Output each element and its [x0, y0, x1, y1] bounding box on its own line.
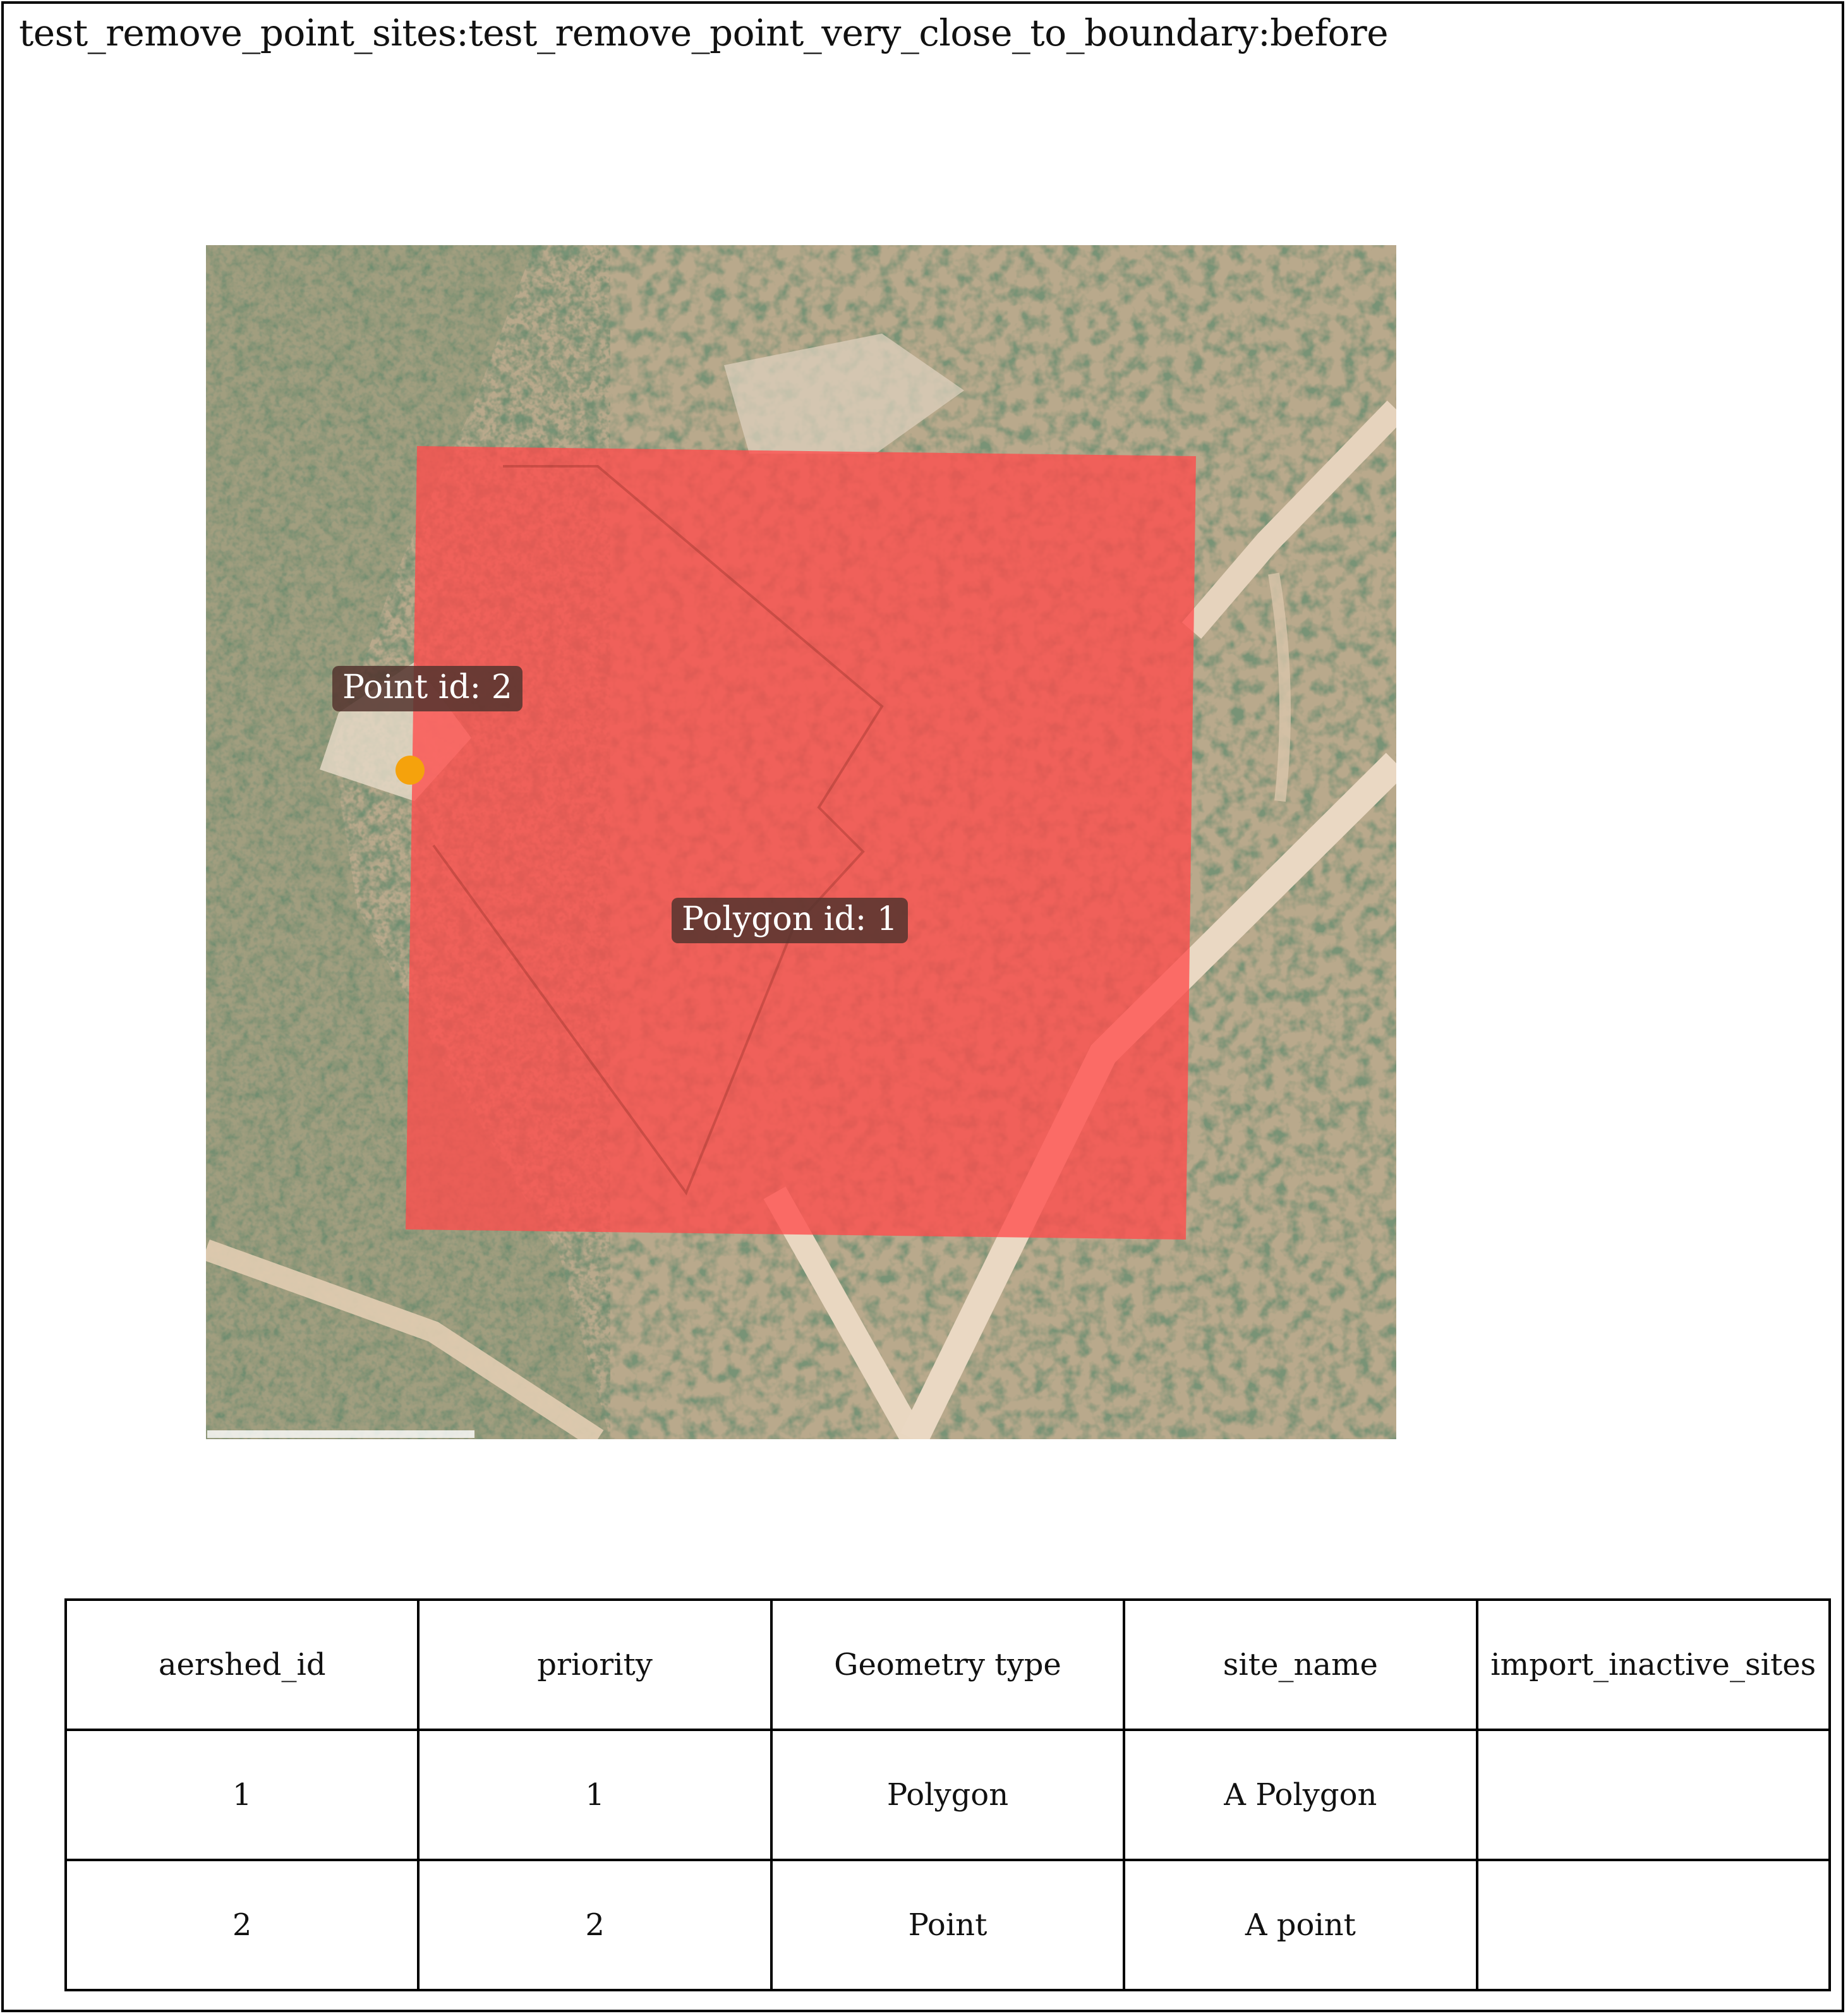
column-header: Geometry type [771, 1600, 1124, 1730]
table-row [66, 1730, 1830, 1860]
point-label: Point id: 2 [332, 666, 522, 711]
column-header: site_name [1124, 1600, 1477, 1730]
table-header-row [66, 1600, 1830, 1730]
polygon-label: Polygon id: 1 [672, 898, 908, 943]
table-cell: A point [1124, 1860, 1477, 1990]
sites-table [64, 1598, 1831, 1991]
column-header: priority [418, 1600, 771, 1730]
table-cell: 2 [66, 1860, 418, 1990]
table-cell [1477, 1860, 1830, 1990]
table-cell: 1 [66, 1730, 418, 1860]
column-header: import_inactive_sites [1477, 1600, 1830, 1730]
table-cell: Point [771, 1860, 1124, 1990]
table-cell [1477, 1730, 1830, 1860]
map-view[interactable] [206, 245, 1396, 1439]
column-header: aershed_id [66, 1600, 418, 1730]
table-cell: Polygon [771, 1730, 1124, 1860]
table-row [66, 1860, 1830, 1990]
map-attribution [207, 1430, 474, 1438]
polygon-site-shape [406, 446, 1196, 1240]
page-title: test_remove_point_sites:test_remove_point_very_close_to_boundary:before [19, 11, 1389, 54]
table-cell: 1 [418, 1730, 771, 1860]
point-site-marker[interactable] [396, 756, 425, 785]
table-cell: 2 [418, 1860, 771, 1990]
table-cell: A Polygon [1124, 1730, 1477, 1860]
satellite-basemap [206, 245, 1396, 1439]
